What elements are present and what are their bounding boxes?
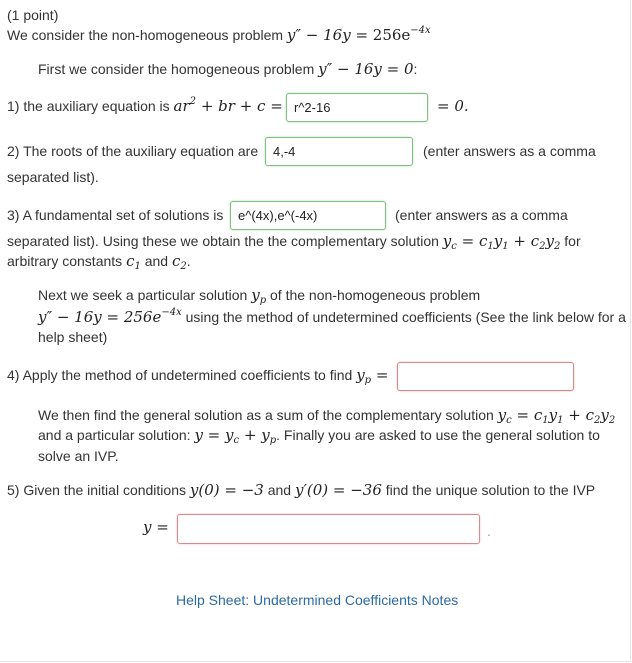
general-line2: and a particular solution: $y = y_c + y_p$. Finally you are asked to use the general solution to: [38, 426, 600, 446]
q4-answer-input[interactable]: [397, 362, 574, 391]
complementary-solution-formula: $y_c = c_1y_1 + c_2y_2$: [442, 232, 561, 252]
q5-prompt: 5) Given the initial conditions y(0) = −3 and y′(0) = −36 find the unique solution to the IVP: [7, 481, 596, 499]
q3-prompt: 3) A fundamental set of solutions is: [7, 207, 224, 223]
particular-equation: $y'' - 16y = 256e^{-4x}$: [38, 307, 182, 326]
q3-constants: arbitrary constants $c_1$ and $c_2$.: [7, 252, 191, 272]
q4-prompt: 4) Apply the method of undetermined coefficients to find $y_p$ =: [7, 366, 389, 386]
homogeneous-statement: First we consider the homogeneous problem y″ − 16y = 0:: [38, 60, 418, 78]
initial-condition-1: y(0) = −3: [189, 481, 264, 499]
q3-answer-input[interactable]: [230, 201, 386, 230]
q1-suffix: = 0.: [437, 97, 469, 115]
q1-text: 1) the auxiliary equation is: [7, 98, 170, 114]
intro-text: We consider the non-homogeneous problem: [7, 27, 284, 43]
q2-hint: (enter answers as a comma: [423, 143, 596, 159]
q5-end: .: [487, 523, 491, 539]
homogeneous-equation: y″ − 16y = 0: [318, 60, 414, 78]
auxiliary-equation: $ar^2$ + br + c =: [173, 96, 283, 115]
particular-equation-line: $y'' - 16y = 256e^{-4x}$ using the method of undetermined coefficients (See the link below for a: [38, 307, 626, 326]
initial-condition-2: y′(0) = −36: [294, 481, 382, 499]
q2-answer-input[interactable]: [265, 137, 413, 166]
q3-complementary: separated list). Using these we obtain the the complementary solution $y_c = c_1y_1 + c_2y_2$ for: [7, 232, 581, 252]
general-solution-formula: $y = y_c + y_p$: [194, 426, 277, 446]
q2-hint-cont: separated list).: [7, 169, 99, 185]
help-sheet-link[interactable]: Help Sheet: Undetermined Coefficients Notes: [176, 592, 459, 608]
homogeneous-text: First we consider the homogeneous problem: [38, 61, 315, 77]
general-line1: We then find the general solution as a sum of the complementary solution $y_c = c_1y_1 + c_2y_2$: [38, 406, 616, 426]
points-label: [7, 5, 58, 25]
q5-answer-input[interactable]: [177, 514, 480, 544]
general-line3: solve an IVP.: [38, 448, 119, 464]
q3-complementary-text: separated list). Using these we obtain the the complementary solution: [7, 233, 439, 249]
q2-prompt: 2) The roots of the auxiliary equation are: [7, 143, 259, 159]
q3-hint: (enter answers as a comma: [395, 207, 568, 223]
main-equation: $y'' - 16y = 256e^{-4x}$: [286, 25, 431, 44]
q5-y-label: y =: [143, 518, 169, 536]
particular-intro: Next we seek a particular solution $y_p$ of the non-homogeneous problem: [38, 286, 481, 306]
q1-prompt: [7, 96, 283, 116]
particular-help: help sheet): [38, 329, 108, 345]
points-text: (1 point): [7, 7, 59, 23]
q1-answer-input[interactable]: [286, 93, 428, 122]
problem-statement: [7, 25, 431, 45]
